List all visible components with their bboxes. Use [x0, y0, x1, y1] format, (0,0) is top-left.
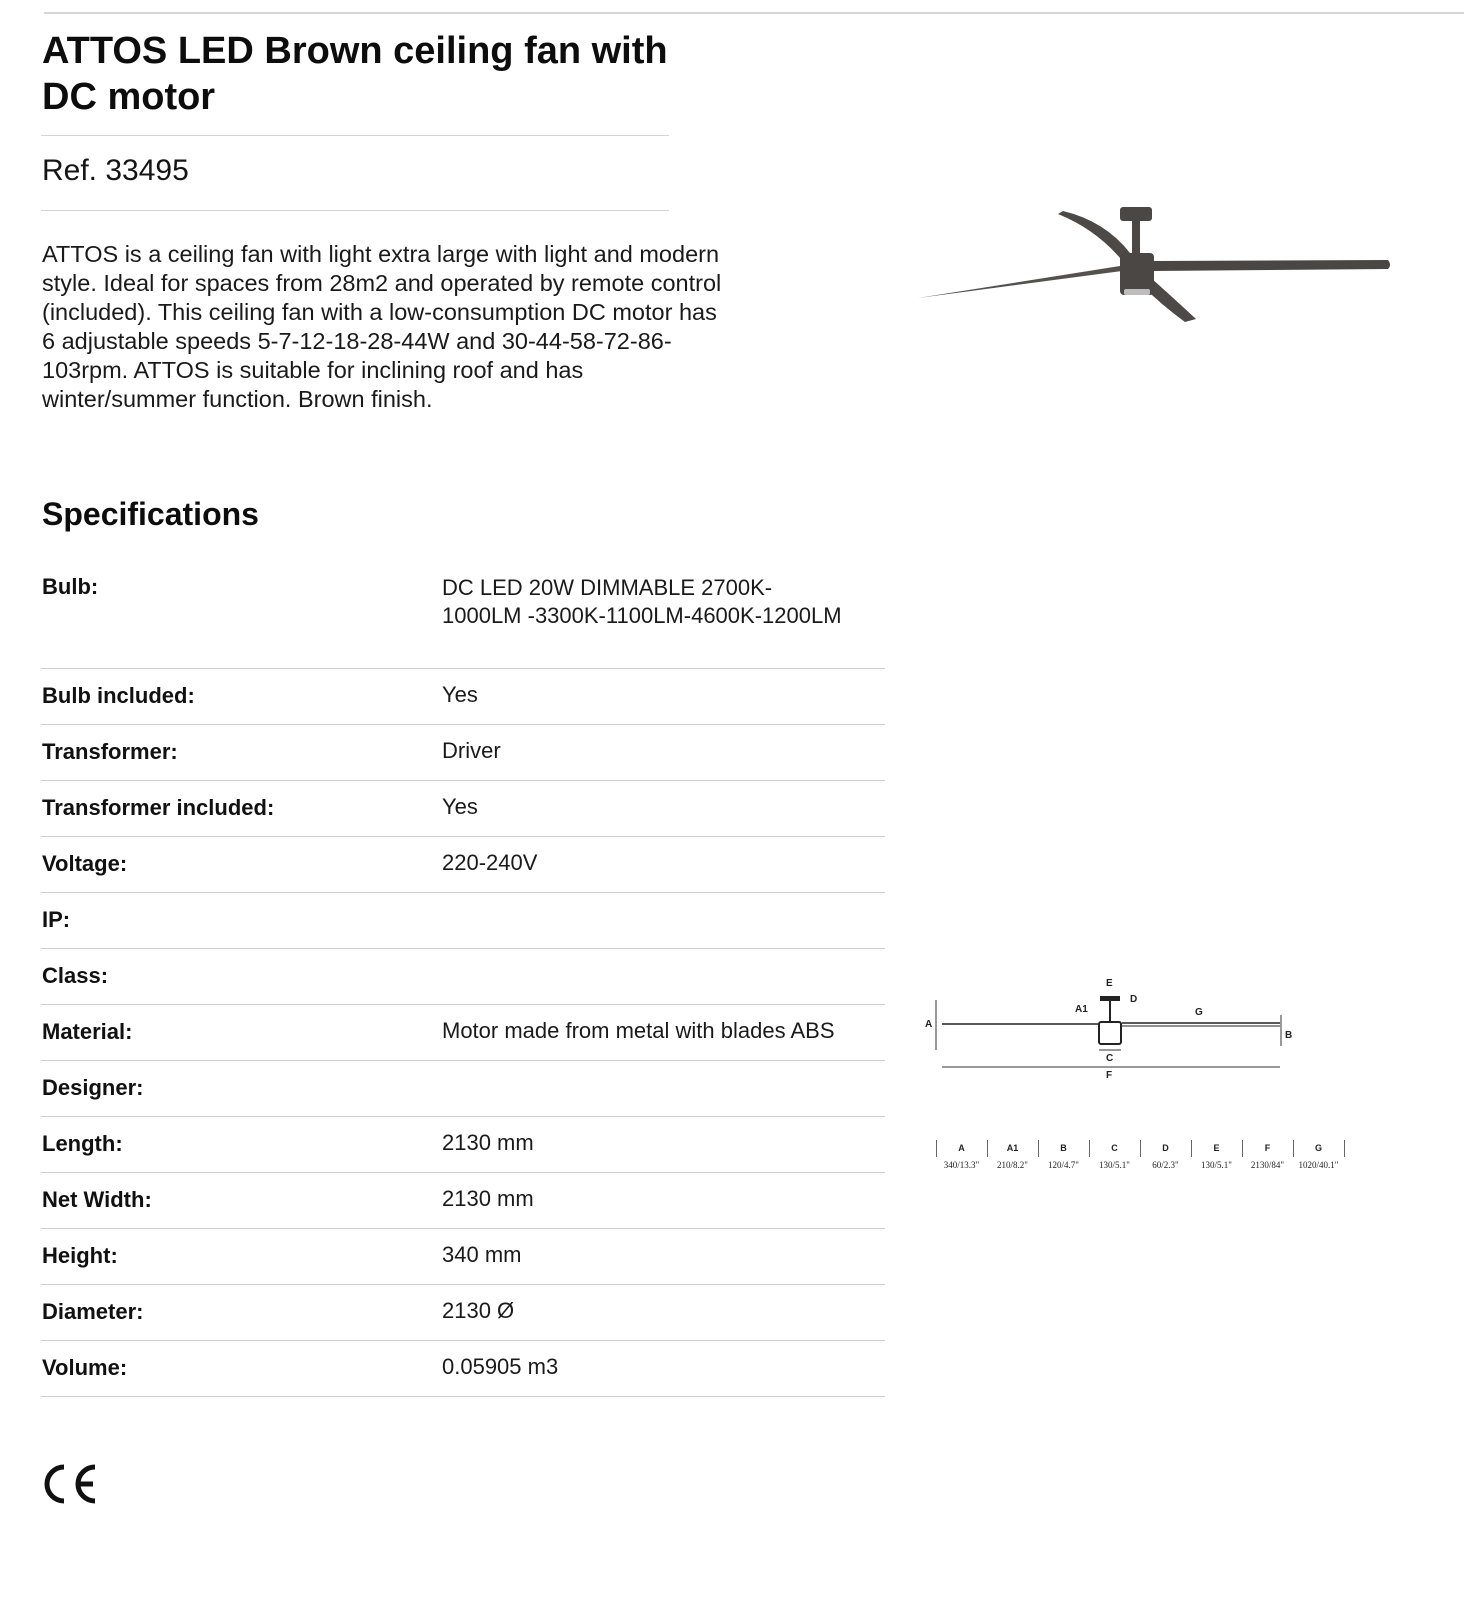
- spec-value: Yes: [442, 682, 478, 707]
- spec-label: Net Width:: [42, 1187, 152, 1212]
- dimension-letter-d: D: [1130, 994, 1138, 1005]
- dimension-letter-f: F: [1106, 1070, 1113, 1081]
- spec-row-material: [41, 1005, 885, 1061]
- spec-row-net-width: [41, 1173, 885, 1229]
- spec-row-voltage: [41, 837, 885, 893]
- dimension-separator: [1344, 1140, 1345, 1157]
- ceiling-fan-product-image: [920, 205, 1440, 345]
- product-title: ATTOS LED Brown ceiling fan with DC motor: [42, 30, 668, 118]
- spec-label: Voltage:: [42, 851, 128, 876]
- dimension-letter-a1: A1: [1075, 1004, 1088, 1015]
- spec-label: Transformer included:: [42, 795, 275, 820]
- spec-row-height: [41, 1229, 885, 1285]
- spec-label: IP:: [42, 907, 71, 932]
- dimension-label: E: [1213, 1143, 1220, 1153]
- dimension-cell-g: [1293, 1140, 1344, 1170]
- spec-row-volume: [41, 1341, 885, 1397]
- spec-label: Height:: [42, 1243, 118, 1268]
- dimension-letter-b: B: [1285, 1030, 1293, 1041]
- spec-value: 2130 mm: [442, 1186, 534, 1211]
- dimension-label: A: [958, 1143, 965, 1153]
- spec-value: Yes: [442, 794, 478, 819]
- dimension-letter-e: E: [1106, 978, 1113, 989]
- dimension-value: 1020/40.1": [1298, 1160, 1339, 1170]
- dimension-cell-b: [1038, 1140, 1089, 1170]
- dimensions-table: [936, 1140, 1346, 1180]
- spec-value: DC LED 20W DIMMABLE 2700K-1000LM -3300K-1100LM-4600K-1200LM: [442, 575, 842, 628]
- dimension-letter-c: C: [1106, 1053, 1114, 1064]
- specifications-heading: Specifications: [42, 496, 259, 532]
- spec-value: 0.05905 m3: [442, 1354, 559, 1379]
- dimension-value: 60/2.3": [1152, 1160, 1179, 1170]
- spec-label: Material:: [42, 1019, 133, 1044]
- dimension-label: F: [1264, 1143, 1271, 1153]
- fan-dimension-diagram: [925, 978, 1350, 1115]
- spec-label: Diameter:: [42, 1299, 144, 1324]
- product-reference: Ref. 33495: [42, 154, 189, 187]
- dimension-cell-c: [1089, 1140, 1140, 1170]
- spec-row-transformer-included: [41, 781, 885, 837]
- spec-value: 2130 Ø: [442, 1298, 515, 1323]
- spec-label: Volume:: [42, 1355, 128, 1380]
- dimension-value: 120/4.7": [1048, 1160, 1079, 1170]
- dimension-cell-a1: [987, 1140, 1038, 1170]
- dimension-value: 130/5.1": [1201, 1160, 1232, 1170]
- spec-label: Transformer:: [42, 739, 178, 764]
- product-description: ATTOS is a ceiling fan with light extra large with light and modern style. Ideal for spaces from 28m2 and operated by remote control (included). This ceiling fan with a low-consumption DC motor has 6 adjustable speeds 5-7-12-18-28-44W and 30-44-58-72-86-103rpm. ATTOS is suitable for inclining roof and has winter/summer function. Brown finish.: [42, 241, 722, 412]
- spec-value: Driver: [442, 738, 501, 763]
- spec-value: 340 mm: [442, 1242, 522, 1267]
- title-divider: [41, 135, 669, 136]
- spec-label: Designer:: [42, 1075, 144, 1100]
- spec-label: Length:: [42, 1131, 123, 1156]
- spec-row-designer: [41, 1061, 885, 1117]
- dimension-value: 130/5.1": [1099, 1160, 1130, 1170]
- dimension-value: 210/8.2": [997, 1160, 1028, 1170]
- spec-value: 2130 mm: [442, 1130, 534, 1155]
- spec-row-diameter: [41, 1285, 885, 1341]
- dimension-label: D: [1162, 1143, 1169, 1153]
- dimension-label: B: [1060, 1143, 1067, 1153]
- spec-row-length: [41, 1117, 885, 1173]
- dimension-cell-e: [1191, 1140, 1242, 1170]
- dimension-value: 2130/84": [1250, 1160, 1285, 1170]
- dimension-label: C: [1111, 1143, 1118, 1153]
- spec-row-ip: [41, 893, 885, 949]
- spec-label: Bulb:: [42, 574, 99, 599]
- spec-label: Class:: [42, 963, 109, 988]
- spec-row-transformer: [41, 725, 885, 781]
- dimension-letter-g: G: [1195, 1007, 1203, 1018]
- ref-divider: [41, 210, 669, 211]
- dimension-cell-d: [1140, 1140, 1191, 1170]
- spec-value: Motor made from metal with blades ABS: [442, 1018, 835, 1043]
- dimension-letter-a: A: [925, 1019, 933, 1030]
- spec-label: Bulb included:: [42, 683, 195, 708]
- dimension-cell-f: [1242, 1140, 1293, 1170]
- dimension-value: 340/13.3": [943, 1160, 980, 1170]
- dimension-label: A1: [1006, 1143, 1019, 1153]
- spec-row-bulb: [41, 574, 885, 669]
- spec-row-class: [41, 949, 885, 1005]
- specifications-table: [41, 574, 885, 1397]
- spec-row-bulb-included: [41, 669, 885, 725]
- ce-mark-icon: [40, 1462, 98, 1506]
- dimension-cell-a: [936, 1140, 987, 1170]
- top-divider: [44, 12, 1464, 14]
- dimension-label: G: [1314, 1143, 1322, 1153]
- spec-value: 220-240V: [442, 850, 538, 875]
